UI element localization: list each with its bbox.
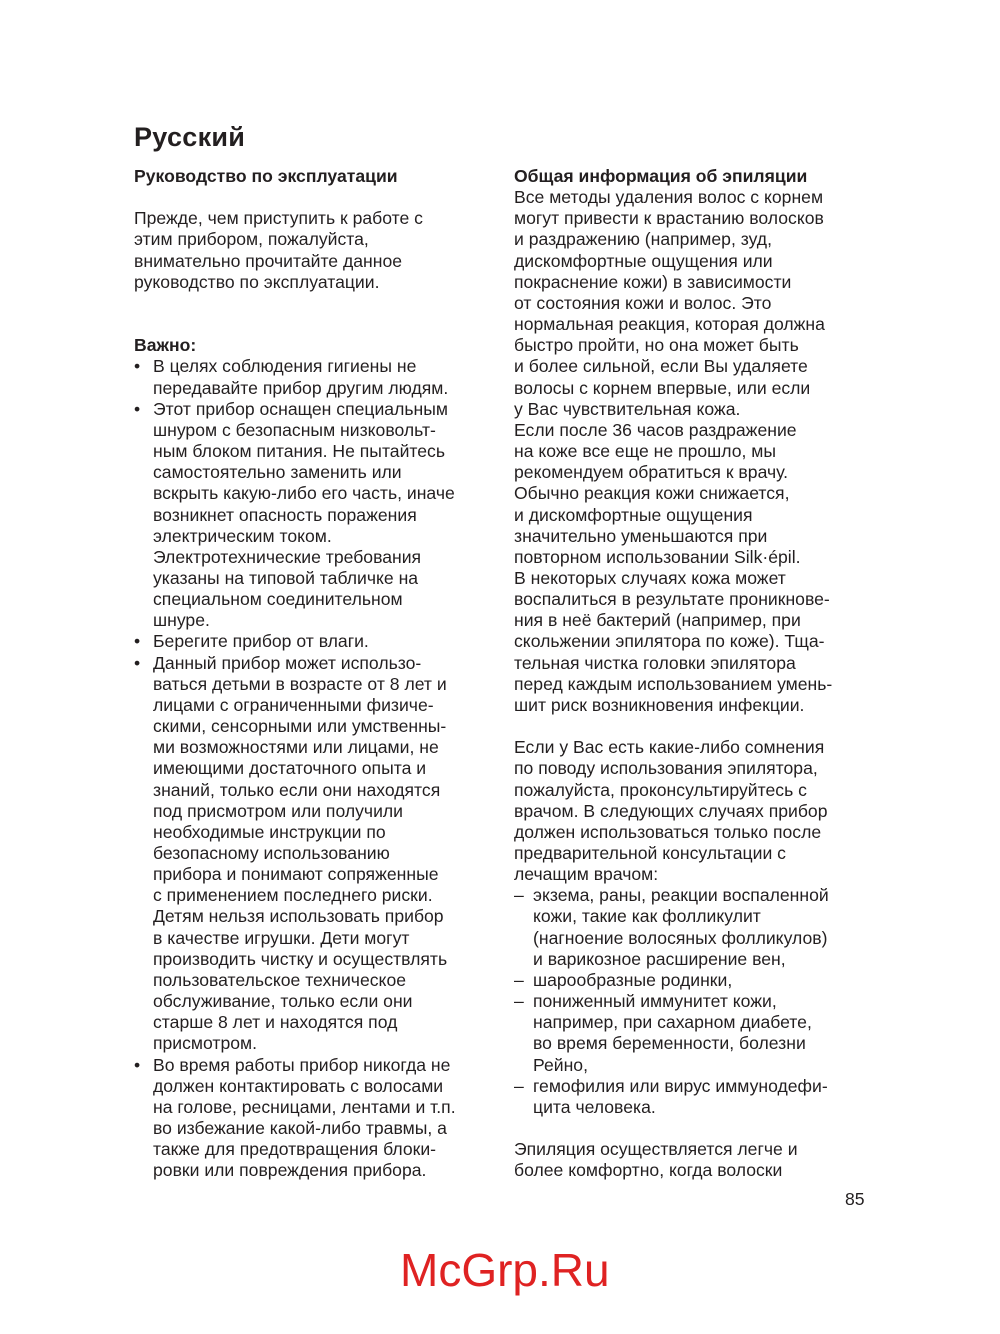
line-text: Электротехнические требования: [153, 546, 422, 567]
text-line: [134, 1033, 504, 1054]
line-text: перед каждым использованием умень-: [514, 673, 833, 694]
line-text: Эпиляция осуществляется легче и: [514, 1139, 798, 1160]
text-line: [134, 906, 504, 927]
text-line: [514, 949, 884, 970]
line-text: воспалиться в результате проникнове-: [514, 589, 830, 610]
text-line: [134, 505, 504, 526]
text-line: [514, 906, 884, 927]
bullet-icon: •: [134, 652, 141, 673]
bullet-icon: •: [134, 631, 141, 652]
line-text: шит риск возникновения инфекции.: [514, 694, 805, 715]
text-line: [134, 526, 504, 547]
line-text: значительно уменьшаются при: [514, 525, 768, 546]
text-line: [134, 272, 504, 293]
text-line: [134, 991, 504, 1012]
line-text: тельная чистка головки эпилятора: [514, 652, 796, 673]
blank-line: [134, 314, 504, 335]
line-text: (нагноение волосяных фолликулов): [533, 927, 828, 948]
line-text: по поводу использования эпилятора,: [514, 758, 818, 779]
text-line: [134, 589, 504, 610]
text-line: [514, 483, 884, 504]
text-line: [514, 229, 884, 250]
text-line: [514, 589, 884, 610]
text-line: [514, 505, 884, 526]
line-text: имеющими достаточного опыта и: [153, 758, 427, 779]
line-text: предварительной консультации с: [514, 843, 786, 863]
text-line: [134, 610, 504, 631]
line-text: необходимые инструкции по: [153, 821, 386, 842]
text-line: [514, 356, 884, 377]
line-text: Руководство по эксплуатации: [134, 166, 398, 186]
line-text: указаны на типовой табличке на: [153, 567, 419, 588]
section-heading: [134, 335, 504, 356]
line-text: с применением последнего риски.: [153, 885, 433, 906]
line-text: пожалуйста, проконсультируйтесь с: [514, 779, 807, 800]
dash-icon: –: [514, 969, 524, 990]
text-line: [514, 1097, 884, 1118]
line-text: ния в неё бактерий (например, при: [514, 610, 801, 631]
blank-line: [134, 187, 504, 208]
line-text: покраснение кожи) в зависимости: [514, 271, 792, 292]
line-text: и более сильной, если Вы удаляете: [514, 356, 808, 377]
page-title: Русский: [134, 122, 246, 152]
text-line: [514, 420, 884, 441]
list-item-line: [514, 1076, 884, 1097]
text-line: [134, 483, 504, 504]
left-column: [134, 166, 504, 1182]
text-line: [514, 314, 884, 335]
text-line: [134, 1076, 504, 1097]
line-text: возникнет опасность поражения: [153, 504, 417, 525]
text-line: [134, 970, 504, 991]
line-text: Детям нельзя использовать прибор: [153, 906, 444, 927]
text-line: [514, 378, 884, 399]
line-text: лицами с ограниченными физиче-: [153, 694, 434, 715]
line-text: Все методы удаления волос с корнем: [514, 187, 824, 208]
text-line: [514, 822, 884, 843]
text-line: [514, 187, 884, 208]
watermark: McGrp.Ru: [400, 1244, 610, 1296]
text-line: [134, 1097, 504, 1118]
dash-icon: –: [514, 1075, 524, 1096]
text-line: [514, 864, 884, 885]
line-text: ми возможностями или лицами, не: [153, 737, 439, 758]
text-line: [134, 229, 504, 250]
line-text: пониженный иммунитет кожи,: [533, 991, 777, 1012]
text-line: [134, 674, 504, 695]
line-text: прибора и понимают сопряженные: [153, 864, 439, 885]
line-text: должен использоваться только после: [514, 821, 822, 842]
line-text: Общая информация об эпиляции: [514, 166, 808, 186]
line-text: кожи, такие как фолликулит: [533, 906, 761, 927]
line-text: В целях соблюдения гигиены не: [153, 356, 417, 377]
line-text: в качестве игрушки. Дети могут: [153, 927, 410, 948]
line-text: Если после 36 часов раздражение: [514, 419, 797, 440]
text-line: [514, 758, 884, 779]
line-text: рекомендуем обратиться к врачу.: [514, 462, 789, 483]
text-line: [514, 610, 884, 631]
list-item-line: [134, 1055, 504, 1076]
text-line: [514, 251, 884, 272]
line-text: Во время работы прибор никогда не: [153, 1054, 451, 1075]
line-text: обслуживание, только если они: [153, 991, 413, 1012]
text-line: [134, 864, 504, 885]
text-line: [134, 1118, 504, 1139]
text-line: [134, 737, 504, 758]
text-line: [514, 843, 884, 864]
line-text: Важно:: [134, 335, 197, 356]
line-text: гемофилия или вирус иммунодефи-: [533, 1075, 828, 1096]
text-line: [514, 1033, 884, 1054]
text-line: [514, 568, 884, 589]
text-line: [134, 780, 504, 801]
text-line: [134, 251, 504, 272]
line-text: нормальная реакция, которая должна: [514, 314, 825, 335]
text-line: [514, 1012, 884, 1033]
line-text: ваться детьми в возрасте от 8 лет и: [153, 673, 447, 694]
text-line: [134, 758, 504, 779]
line-text: Обычно реакция кожи снижается,: [514, 483, 790, 504]
line-text: Прежде, чем приступить к работе с: [134, 208, 423, 229]
text-line: [134, 1139, 504, 1160]
line-text: специальном соединительном: [153, 589, 403, 610]
list-item-line: [514, 970, 884, 991]
text-line: [514, 928, 884, 949]
line-text: например, при сахарном диабете,: [533, 1012, 812, 1033]
text-line: [514, 335, 884, 356]
line-text: В некоторых случаях кожа может: [514, 567, 786, 588]
line-text: электрическим током.: [153, 525, 332, 546]
line-text: врачом. В следующих случаях прибор: [514, 800, 828, 821]
blank-line: [514, 1118, 884, 1139]
text-line: [134, 928, 504, 949]
section-heading: [134, 166, 504, 187]
text-line: [134, 378, 504, 399]
line-text: на голове, ресницами, лентами и т.п.: [153, 1096, 456, 1117]
line-text: экзема, раны, реакции воспаленной: [533, 885, 829, 906]
line-text: и дискомфортные ощущения: [514, 504, 753, 525]
text-line: [134, 568, 504, 589]
list-item-line: [134, 399, 504, 420]
text-line: [514, 208, 884, 229]
text-line: [514, 462, 884, 483]
text-line: [134, 695, 504, 716]
text-line: [134, 441, 504, 462]
text-line: [514, 272, 884, 293]
line-text: ным блоком питания. Не пытайтесь: [153, 441, 446, 462]
line-text: шнуром с безопасным низковольт-: [153, 419, 436, 440]
line-text: могут привести к врастанию волосков: [514, 208, 824, 229]
line-text: самостоятельно заменить или: [153, 462, 402, 483]
dash-icon: –: [514, 885, 524, 906]
line-text: Этот прибор оснащен специальным: [153, 398, 448, 419]
bullet-icon: •: [134, 356, 141, 377]
text-line: [514, 737, 884, 758]
line-text: Берегите прибор от влаги.: [153, 631, 369, 652]
text-line: [134, 716, 504, 737]
line-text: на коже все еще не прошло, мы: [514, 441, 777, 462]
line-text: волосы с корнем впервые, или если: [514, 377, 811, 398]
bullet-icon: •: [134, 1054, 141, 1075]
line-text: безопасному использованию: [153, 843, 390, 863]
line-text: скими, сенсорными или умственны-: [153, 716, 447, 737]
line-text: вскрыть какую-либо его часть, иначе: [153, 483, 455, 504]
text-line: [134, 843, 504, 864]
text-line: [514, 441, 884, 462]
text-line: [514, 780, 884, 801]
line-text: под присмотром или получили: [153, 800, 404, 821]
line-text: цита человека.: [533, 1096, 656, 1117]
line-text: производить чистку и осуществлять: [153, 948, 448, 969]
line-text: руководство по эксплуатации.: [134, 271, 380, 292]
list-item-line: [134, 653, 504, 674]
line-text: повторном использовании Silk·épil.: [514, 546, 801, 567]
dash-icon: –: [514, 991, 524, 1012]
line-text: этим прибором, пожалуйста,: [134, 229, 369, 250]
text-line: [514, 547, 884, 568]
list-item-line: [514, 885, 884, 906]
line-text: во избежание какой-либо травмы, а: [153, 1118, 447, 1139]
text-line: [134, 1160, 504, 1181]
text-line: [514, 526, 884, 547]
text-line: [514, 1160, 884, 1181]
line-text: присмотром.: [153, 1033, 258, 1054]
text-line: [134, 1012, 504, 1033]
line-text: Данный прибор может использо-: [153, 652, 422, 673]
text-line: [514, 674, 884, 695]
line-text: Если у Вас есть какие-либо сомнения: [514, 737, 825, 758]
text-line: [514, 1139, 884, 1160]
line-text: скольжении эпилятора по коже). Тща-: [514, 631, 825, 652]
bullet-icon: •: [134, 398, 141, 419]
text-line: [134, 208, 504, 229]
text-line: [134, 547, 504, 568]
line-text: передавайте прибор другим людям.: [153, 377, 449, 398]
text-line: [134, 885, 504, 906]
list-item-line: [134, 631, 504, 652]
line-text: и раздражению (например, зуд,: [514, 229, 772, 250]
text-line: [134, 822, 504, 843]
line-text: Рейно,: [533, 1054, 588, 1075]
line-text: от состояния кожи и волос. Это: [514, 292, 772, 313]
text-line: [134, 462, 504, 483]
right-column: [514, 166, 884, 1182]
line-text: также для предотвращения блоки-: [153, 1139, 437, 1160]
line-text: должен контактировать с волосами: [153, 1075, 444, 1096]
text-line: [134, 949, 504, 970]
text-line: [514, 695, 884, 716]
line-text: шнуре.: [153, 610, 210, 631]
line-text: пользовательское техническое: [153, 969, 407, 990]
text-line: [514, 399, 884, 420]
text-line: [134, 420, 504, 441]
text-line: [514, 631, 884, 652]
line-text: у Вас чувствительная кожа.: [514, 398, 741, 419]
line-text: шарообразные родинки,: [533, 969, 733, 990]
text-line: [514, 1055, 884, 1076]
line-text: быстро пройти, но она может быть: [514, 335, 799, 356]
line-text: более комфортно, когда волоски: [514, 1160, 783, 1181]
line-text: ровки или повреждения прибора.: [153, 1160, 427, 1181]
line-text: дискомфортные ощущения или: [514, 250, 773, 271]
list-item-line: [134, 356, 504, 377]
section-heading: [514, 166, 884, 187]
text-line: [134, 801, 504, 822]
page-number: 85: [845, 1189, 865, 1209]
blank-line: [134, 293, 504, 314]
list-item-line: [514, 991, 884, 1012]
line-text: старше 8 лет и находятся под: [153, 1012, 398, 1033]
blank-line: [514, 716, 884, 737]
line-text: и варикозное расширение вен,: [533, 948, 786, 969]
text-line: [514, 801, 884, 822]
text-line: [514, 653, 884, 674]
line-text: внимательно прочитайте данное: [134, 250, 403, 271]
text-line: [514, 293, 884, 314]
line-text: лечащим врачом:: [514, 864, 659, 885]
line-text: во время беременности, болезни: [533, 1033, 806, 1054]
line-text: знаний, только если они находятся: [153, 779, 441, 800]
